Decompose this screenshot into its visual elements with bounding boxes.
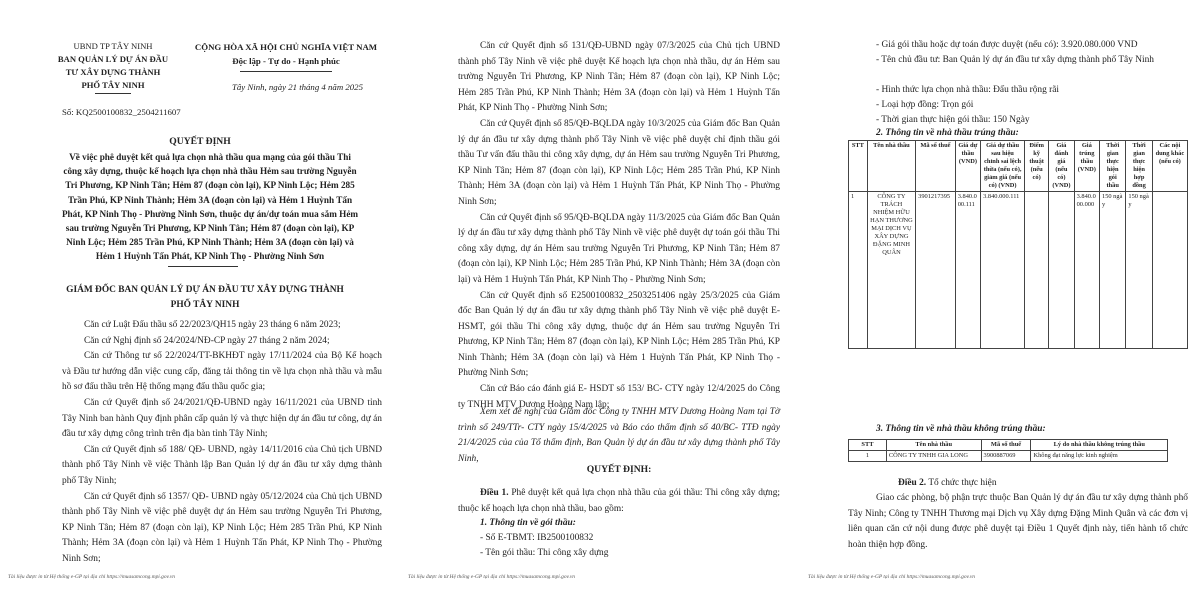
legal-basis: Căn cứ Nghị định số 24/2024/NĐ-CP ngày 27 tháng 2 năm 2024; [84, 335, 330, 346]
table-cell: 3901217395 [916, 192, 956, 349]
decision-heading: QUYẾT ĐỊNH: [586, 464, 652, 475]
column-header: Mã số thuế [916, 141, 956, 192]
article-1 [458, 486, 780, 517]
legal-bases [458, 39, 780, 413]
motto: Độc lập - Tự do - Hạnh phúc [232, 56, 340, 66]
column-header: Giá dự thầu (VND) [955, 141, 980, 192]
table-cell: 3.840.000.000 [1074, 192, 1099, 349]
loser-table [848, 439, 1168, 462]
subject-line: Hẻm 1 Huỳnh Tấn Phát, KP Ninh Thọ - Phường Ninh Sơn [95, 251, 325, 262]
document-page-1 [0, 0, 400, 598]
footer-note: Tài liệu được in từ Hệ thống e-GP tại địa chỉ https://muasamcong.mpi.gov.vn [808, 574, 975, 580]
authority-line: GIÁM ĐỐC BAN QUẢN LÝ DỰ ÁN ĐẦU TƯ XÂY DỰNG THÀNH [66, 285, 344, 295]
table-cell [1049, 192, 1074, 349]
article-2 [876, 476, 1188, 492]
table-cell: 1 [849, 192, 868, 349]
table-cell: 3.840.000.111 [955, 192, 980, 349]
article-label: Điều 2. [898, 478, 927, 488]
column-header: Mã số thuế [981, 440, 1031, 451]
subject-line: sau trường Nguyễn Tri Phương, KP Ninh Tân; Hẻm 87 (đoạn còn lại), KP [65, 223, 355, 234]
place-date: Tây Ninh, ngày 21 tháng 4 năm 2025 [232, 82, 363, 92]
proposal-text: Xem xét đề nghị của Giám đốc Công ty TNHH MTV Dương Hoàng Nam tại Tờ trình số 249/TTr- CTY ngày 15/4/2025 và Báo cáo thẩm định số 40/BC- TTĐ ngày 21/4/2025 của của Tổ thẩm định, Ban Quản lý dự án đầu tư xây dựng thành phố Tây Ninh, [458, 407, 780, 464]
decision-subject [50, 150, 370, 264]
agency-line: TƯ XÂY DỰNG THÀNH [65, 67, 161, 77]
column-header: Tên nhà thầu [886, 440, 981, 451]
package-price: - Giá gói thầu hoặc dự toán được duyệt (nếu có): 3.920.080.000 VND [876, 40, 1138, 50]
legal-bases [62, 318, 382, 568]
column-header: STT [849, 440, 887, 451]
winner-table [848, 140, 1188, 349]
column-header: Thời gian thực hiện gói thầu [1100, 141, 1126, 192]
subject-line: Tri Phương, KP Ninh Tân; Hẻm 87 (đoạn còn lại), KP Ninh Lộc; Hẻm 285 [65, 180, 355, 191]
legal-basis: Căn cứ Quyết định số 85/QĐ-BQLDA ngày 10/3/2025 của Giám đốc Ban Quản lý dự án đầu tư xây dựng thành phố Tây Ninh về việc phê duyệt chỉ định thầu gói thầu Tư vấn đấu thầu thi công xây dựng, dự án Hẻm sau trường Nguyễn Tri Phương, KP Ninh Tân; Hẻm 87 (đoạn còn lại), KP Ninh Lộc; Hẻm 285 Trần Phú, KP Ninh Thành; Hẻm 3A (đoạn còn lại) và Hẻm 1 Huỳnh Tấn Phát, KP Ninh Thọ - Phường Ninh Sơn; [458, 118, 780, 207]
article-text: Tổ chức thực hiện [928, 478, 997, 488]
national-header [180, 40, 392, 68]
divider [95, 93, 131, 94]
legal-basis: Căn cứ Luật Đấu thầu số 22/2023/QH15 ngày 23 tháng 6 năm 2023; [84, 320, 341, 330]
legal-basis: Căn cứ Quyết định số 24/2021/QĐ-UBND ngày 16/11/2021 của UBND tỉnh Tây Ninh ban hành Quy định phân cấp quản lý và thực hiện dự án đầu tư công, dự án đầu tư xây dựng công trình trên địa bàn tỉnh Tây Ninh; [62, 397, 382, 440]
agency-line: UBND TP TÂY NINH [73, 41, 153, 51]
execution-time: - Thời gian thực hiện gói thầu: 150 Ngày [876, 115, 1030, 125]
legal-basis: Căn cứ Quyết định số E2500100832_2503251406 ngày 25/3/2025 của Giám đốc Ban Quản lý dự án đầu tư xây dựng thành phố Tây Ninh về việc phê duyệt E- HSMT, gói thầu Thi công xây dựng, thuộc dự án Hẻm sau trường Nguyễn Tri Phương, KP Ninh Tân; Hẻm 87 (đoạn còn lại), KP Ninh Lộc; Hẻm 285 Trần Phú, KP Ninh Thành; Hẻm 3A (đoạn còn lại) và Hẻm 1 Huỳnh Tấn Phát, KP Ninh Thọ - Phường Ninh Sơn; [458, 290, 780, 379]
subject-line: Về việc phê duyệt kết quả lựa chọn nhà thầu qua mạng của gói thầu Thi [69, 152, 351, 162]
agency-header [48, 40, 178, 92]
column-header: Giá đánh giá (nếu có) (VND) [1049, 141, 1074, 192]
table-cell: 150 ngày [1126, 192, 1152, 349]
table-cell [1152, 192, 1187, 349]
footer-note: Tài liệu được in từ Hệ thống e-GP tại địa chỉ https://muasamcong.mpi.gov.vn [408, 574, 575, 580]
legal-basis: Căn cứ Quyết định số 131/QĐ-UBND ngày 07/3/2025 của Chủ tịch UBND thành phố Tây Ninh về việc phê duyệt Kế hoạch lựa chọn nhà thầu, dự án Hẻm sau trường Nguyễn Tri Phương, KP Ninh Tân; Hẻm 87 (đoạn còn lại), KP Ninh Lộc; Hẻm 285 Trần Phú, KP Ninh Thành; Hẻm 3A (đoạn còn lại) và Hẻm 1 Huỳnh Tấn Phát, KP Ninh Thọ - Phường Ninh Sơn; [458, 41, 780, 114]
column-header: Tên nhà thầu [867, 141, 915, 192]
etbmt-number: - Số E-TBMT: IB2500100832 [480, 533, 594, 543]
table-cell: 3.840.000.111 [981, 192, 1025, 349]
table-cell [1025, 192, 1049, 349]
table-cell: Không đạt năng lực kinh nghiệm [1031, 451, 1168, 462]
column-header: Thời gian thực hiện hợp đồng [1126, 141, 1152, 192]
table-cell: 1 [849, 451, 887, 462]
authority-line: PHỐ TÂY NINH [170, 300, 240, 310]
article-2-body: Giao các phòng, bộ phận trực thuộc Ban Quản lý dự án đầu tư xây dựng thành phố Tây Ninh; Công ty TNHH Thương mại Dịch vụ Xây dựng Đặng Minh Quân và các đơn vị liên quan căn cứ nội dung được phê duyệt tại Điều 1 Quyết định này, tiến hành tổ chức hoàn thiện hợp đồng. [848, 493, 1188, 550]
contract-type: - Loại hợp đồng: Trọn gói [876, 100, 974, 110]
section-heading: 2. Thông tin về nhà thầu trúng thầu: [876, 128, 1019, 138]
legal-basis: Căn cứ Quyết định số 188/ QĐ- UBND, ngày 14/11/2016 của Chủ tịch UBND thành phố Tây Ninh về việc Thành lập Ban Quản lý dự án đầu tư xây dựng thành phố Tây Ninh; [62, 444, 382, 486]
footer-note: Tài liệu được in từ Hệ thống e-GP tại địa chỉ https://muasamcong.mpi.gov.vn [8, 574, 175, 580]
column-header: Các nội dung khác (nếu có) [1152, 141, 1187, 192]
column-header: Điểm kỹ thuật (nếu có) [1025, 141, 1049, 192]
document-number: Số: KQ2500100832_2504211607 [62, 107, 181, 117]
package-name: - Tên gói thầu: Thi công xây dựng [480, 548, 609, 558]
subject-line: Ninh Lộc; Hẻm 285 Trần Phú, KP Ninh Thành; Hẻm 3A (đoạn còn lại) và [66, 237, 354, 248]
divider [240, 71, 332, 72]
table-cell: 150 ngày [1100, 192, 1126, 349]
article-label: Điều 1. [480, 488, 509, 498]
column-header: Giá dự thầu sau hiệu chỉnh sai lệch thừa (nếu có), giảm giá (nếu có) (VND) [981, 141, 1025, 192]
authority-heading [40, 283, 370, 313]
investor-name: - Tên chủ đầu tư: Ban Quản lý dự án đầu tư xây dựng thành phố Tây Ninh [876, 55, 1154, 65]
legal-basis: Căn cứ Thông tư số 22/2024/TT-BKHĐT ngày 17/11/2024 của Bộ Kế hoạch và Đầu tư hướng dẫn việc cung cấp, đăng tải thông tin về lựa chọn nhà thầu và mẫu hồ sơ đấu thầu trên Hệ thống mạng đấu thầu quốc gia; [62, 351, 382, 393]
table-header-row [849, 440, 1168, 451]
nation-title: CỘNG HÒA XÃ HỘI CHỦ NGHĨA VIỆT NAM [194, 42, 378, 52]
section-heading: 3. Thông tin về nhà thầu không trúng thầu: [876, 424, 1046, 434]
table-cell: CÔNG TY TRÁCH NHIỆM HỮU HẠN THƯƠNG MẠI DỊCH VỤ XÂY DỰNG ĐẶNG MINH QUÂN [867, 192, 915, 349]
subject-line: Phát, KP Ninh Thọ - Phường Ninh Sơn, thuộc dự án/dự toán mua sắm Hẻm [61, 208, 359, 219]
selection-method: - Hình thức lựa chọn nhà thầu: Đấu thầu rộng rãi [876, 85, 1060, 95]
document-page-3 [800, 0, 1200, 598]
column-header: Lý do nhà thầu không trúng thầu [1031, 440, 1168, 451]
page-title: QUYẾT ĐỊNH [169, 136, 231, 147]
subject-line: Trần Phú, KP Ninh Thành; Hẻm 3A (đoạn còn lại) và Hẻm 1 Huỳnh Tấn [67, 194, 353, 205]
legal-basis: Căn cứ Quyết định số 1357/ QĐ- UBND ngày 05/12/2024 của Chủ tịch UBND thành phố Tây Ninh về việc phê duyệt dự án Hẻm sau trường Nguyễn Tri Phương, KP Ninh Tân; Hẻm 87 (đoạn còn lại), KP Ninh Lộc; Hẻm 285 Trần Phú, KP Ninh Thành; Hẻm 3A (đoạn còn lại) và Hẻm 1 Huỳnh Tấn Phát, KP Ninh Thọ - Phường Ninh Sơn; [62, 491, 382, 564]
subject-line: công xây dựng, thuộc kế hoạch lựa chọn nhà thầu Hẻm sau trường Nguyễn [63, 166, 357, 177]
column-header: Giá trúng thầu (VND) [1074, 141, 1099, 192]
table-cell: CÔNG TY TNHH GIA LONG [886, 451, 981, 462]
legal-basis: Căn cứ Quyết định số 95/QĐ-BQLDA ngày 11/3/2025 của Giám đốc Ban Quản lý dự án đầu tư xây dựng thành phố Tây Ninh về việc phê duyệt dự toán gói thầu Thi công xây dựng, dự án Hẻm sau trường Nguyễn Tri Phương, KP Ninh Tân; Hẻm 87 (đoạn còn lại), KP Ninh Lộc; Hẻm 285 Trần Phú, KP Ninh Thành; Hẻm 3A (đoạn còn lại) và Hẻm 1 Huỳnh Tấn Phát, KP Ninh Thọ - Phường Ninh Sơn; [458, 212, 781, 285]
legal-basis: Căn cứ Báo cáo đánh giá E- HSDT số 153/ BC- CTY ngày 12/4/2025 do Công ty TNHH MTV Dương Hoàng Nam lập; [458, 384, 780, 410]
agency-line: PHỐ TÂY NINH [81, 80, 145, 90]
article-text: Phê duyệt kết quả lựa chọn nhà thầu của gói thầu: Thi công xây dựng; thuộc kế hoạch lựa chọn nhà thầu, bao gồm: [458, 488, 780, 514]
table-header-row [849, 141, 1188, 192]
document-page-2 [400, 0, 800, 598]
agency-line: BAN QUẢN LÝ DỰ ÁN ĐẦU [57, 54, 169, 64]
column-header: STT [849, 141, 868, 192]
table-row [849, 451, 1168, 462]
table-cell: 3900887069 [981, 451, 1031, 462]
divider [168, 266, 238, 267]
section-heading: 1. Thông tin về gói thầu: [480, 518, 576, 528]
table-row [849, 192, 1188, 349]
